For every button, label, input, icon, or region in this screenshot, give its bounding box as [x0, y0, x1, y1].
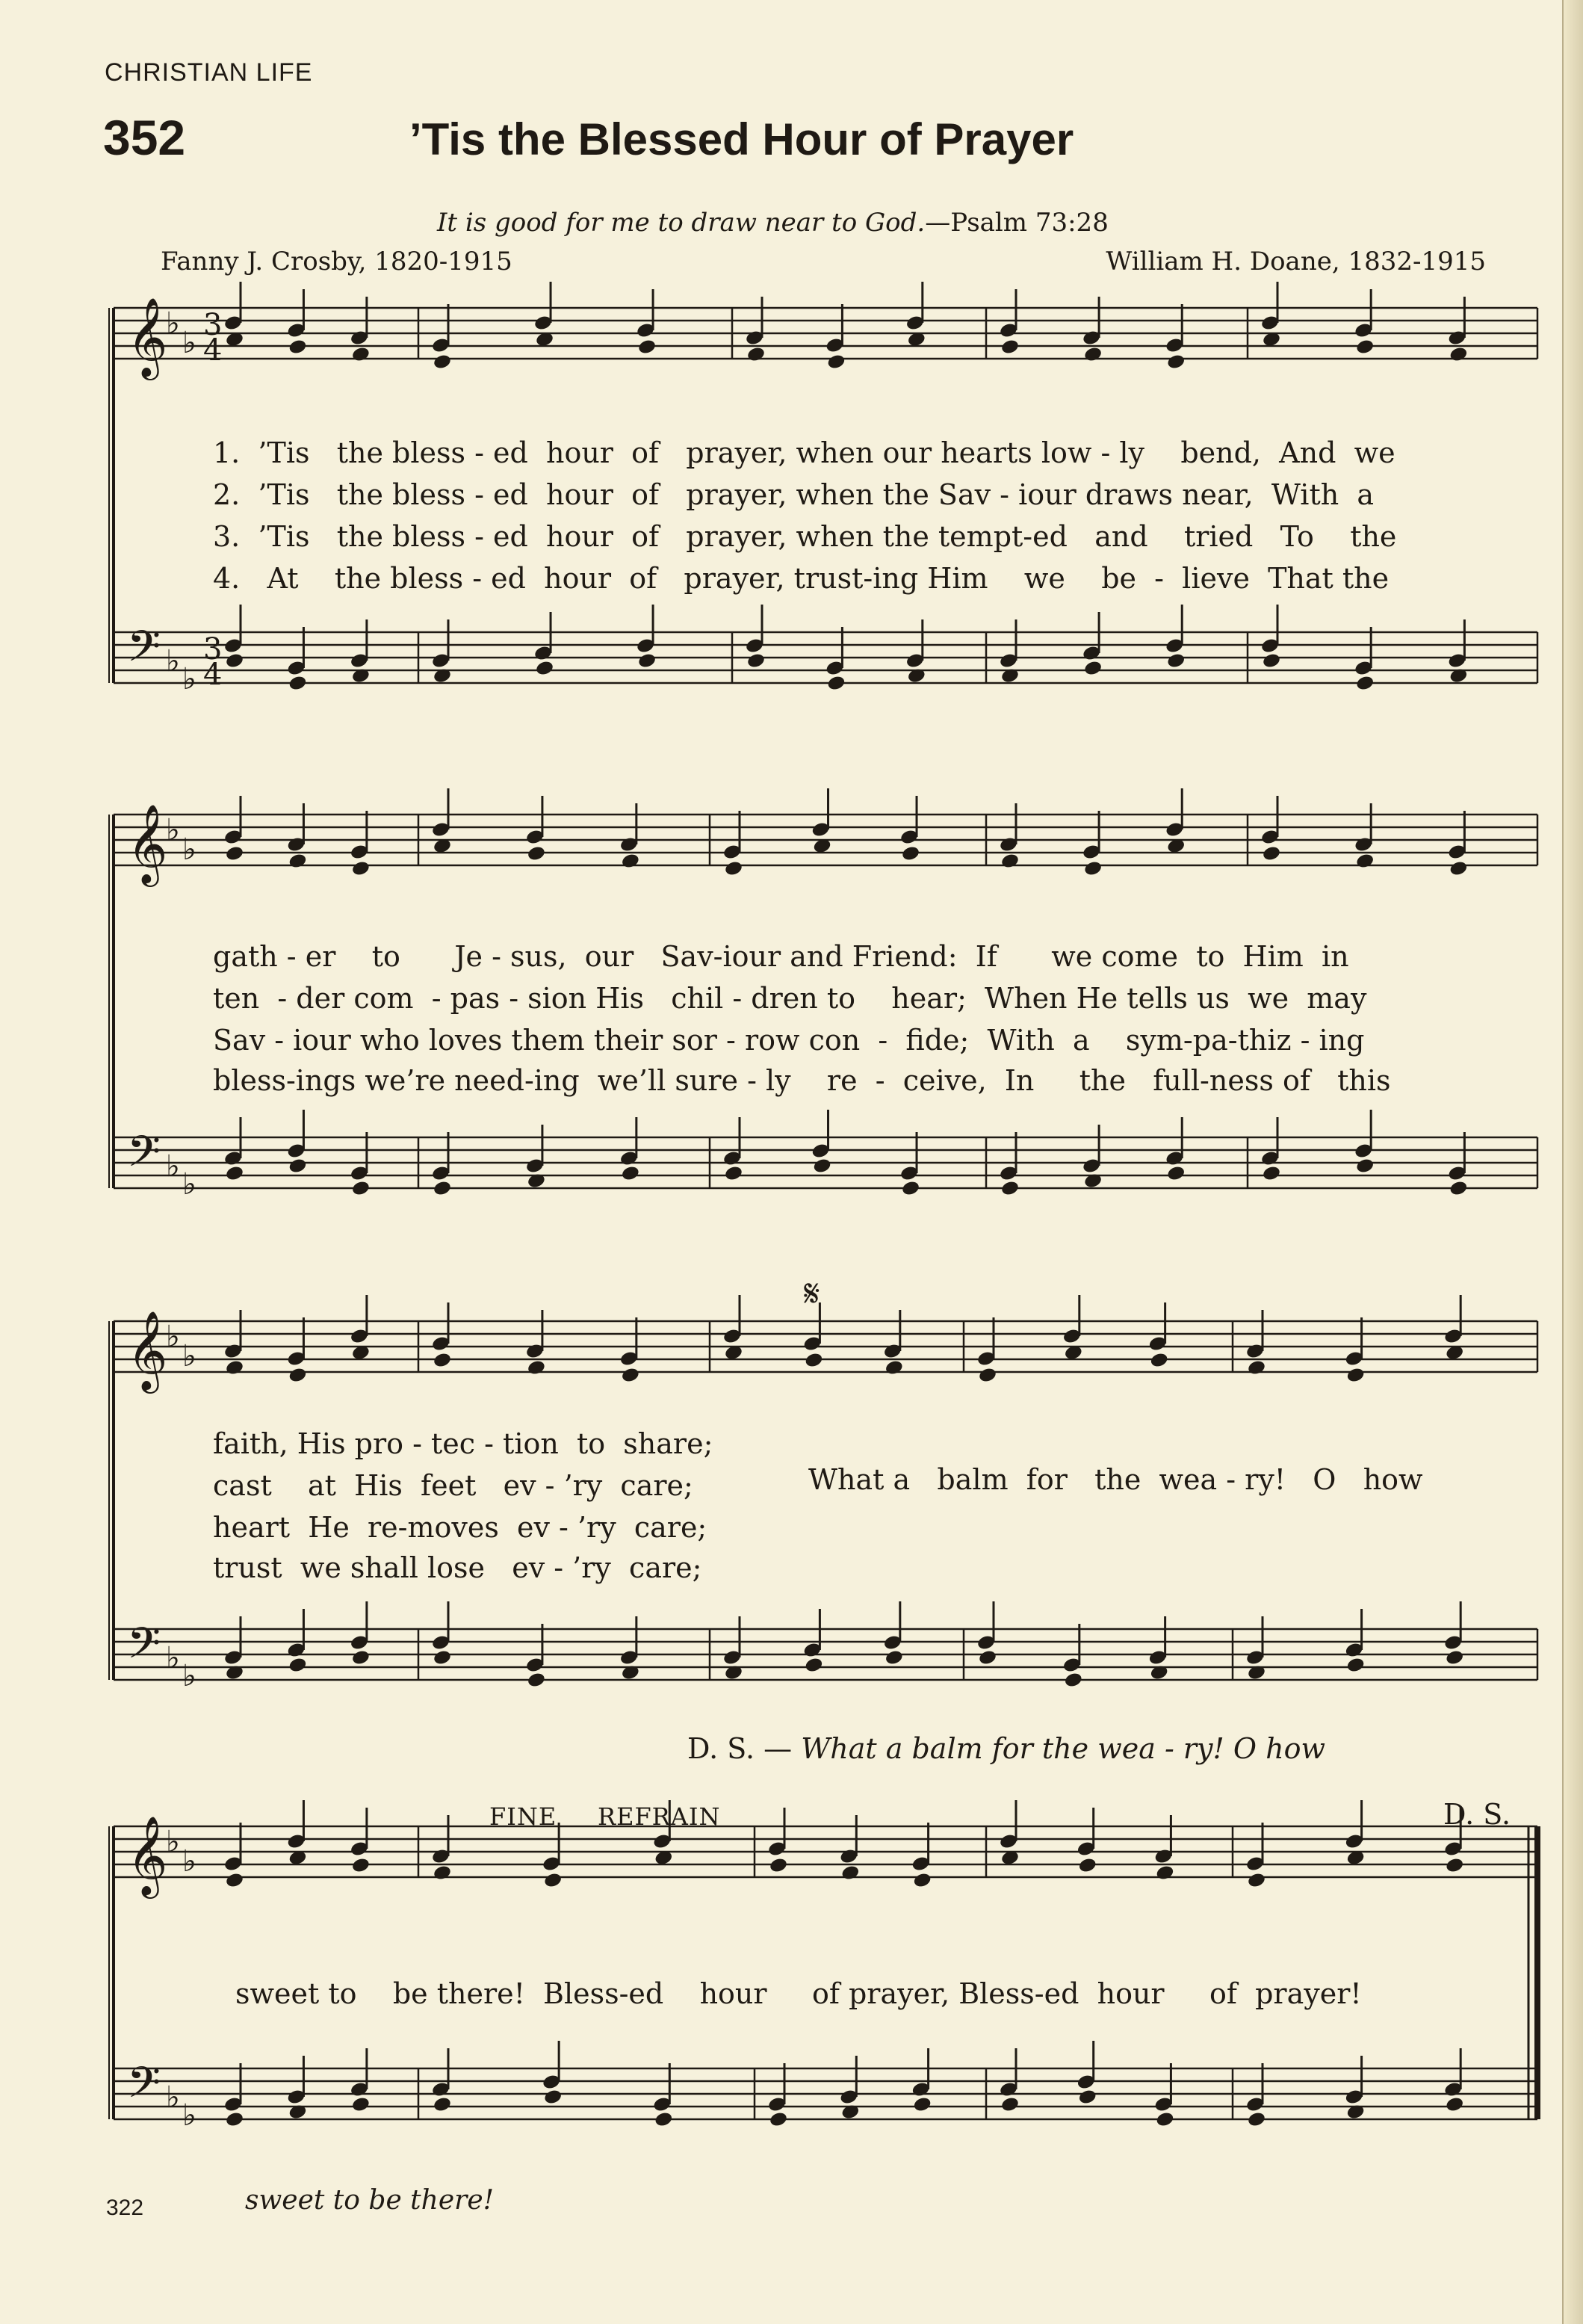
page-number: 322	[106, 2195, 144, 2220]
composer-credit: William H. Doane, 1832-1915	[1106, 247, 1486, 276]
verse-line-3-3: heart He re-moves ev - ’ry care;	[213, 1511, 707, 1544]
svg-text:𝄢: 𝄢	[127, 1126, 161, 1187]
svg-text:♭: ♭	[182, 1167, 196, 1202]
verse-line-2-3: Sav - iour who loves them their sor - row con - fide; With a sym-pa-thiz - ing	[213, 1024, 1365, 1057]
hymn-number: 352	[103, 110, 186, 165]
svg-text:𝄞: 𝄞	[127, 297, 168, 377]
svg-text:𝄞: 𝄞	[127, 803, 168, 883]
verse-line-3-1: faith, His pro - tec - tion to share;	[213, 1427, 713, 1460]
refrain-marker: REFRAIN	[598, 1802, 721, 1831]
svg-text:♭: ♭	[182, 1339, 196, 1373]
svg-text:𝄋: 𝄋	[804, 1272, 820, 1315]
svg-text:𝄞: 𝄞	[127, 1815, 168, 1895]
svg-text:♭: ♭	[182, 2098, 196, 2133]
svg-text:𝄞: 𝄞	[127, 1310, 168, 1390]
refrain-lyric: sweet to be there! Bless-ed hour of prayer, Bless-ed hour of prayer!	[235, 1977, 1362, 2010]
epigraph-text: It is good for me to draw near to God.	[437, 208, 926, 238]
hymn-title: ’Tis the Blessed Hour of Prayer	[409, 114, 1074, 164]
svg-text:♭: ♭	[182, 832, 196, 867]
note-heads	[223, 282, 1469, 2127]
svg-text:4: 4	[203, 658, 223, 692]
svg-text:♭: ♭	[166, 1320, 180, 1354]
verse-line-1-2: 2. ’Tis the bless - ed hour of prayer, when the Sav - iour draws near, With a	[213, 478, 1375, 511]
ds-label: D. S. —	[687, 1732, 793, 1765]
verse-line-2-1: gath - er to Je - sus, our Sav-iour and Friend: If we come to Him in	[213, 940, 1349, 973]
svg-text:♭: ♭	[166, 306, 180, 341]
svg-text:♭: ♭	[182, 326, 196, 360]
bottom-lyric: sweet to be there!	[245, 2185, 495, 2216]
svg-text:♭: ♭	[166, 1641, 180, 1675]
section-label: CHRISTIAN LIFE	[105, 58, 313, 87]
svg-text:𝄢: 𝄢	[127, 2057, 161, 2119]
svg-text:𝄢: 𝄢	[127, 1618, 161, 1679]
svg-text:3: 3	[203, 308, 223, 342]
svg-text:♭: ♭	[182, 1844, 196, 1879]
chorus-lyric: What a balm for the wea - ry! O how	[808, 1463, 1423, 1496]
verse-line-2-4: bless-ings we’re need-ing we’ll sure - ly re - ceive, In the full-ness of this	[213, 1064, 1391, 1097]
svg-text:♭: ♭	[182, 1659, 196, 1693]
svg-text:♭: ♭	[182, 662, 196, 696]
svg-text:3: 3	[203, 632, 223, 667]
svg-text:♭: ♭	[166, 2080, 180, 2115]
svg-text:4: 4	[203, 333, 223, 368]
fine-marker: FINE	[489, 1802, 557, 1831]
author-credit: Fanny J. Crosby, 1820-1915	[161, 247, 512, 276]
dal-segno-line	[687, 1732, 1325, 1765]
verse-line-3-2: cast at His feet ev - ’ry care;	[213, 1469, 693, 1502]
verse-line-3-4: trust we shall lose ev - ’ry care;	[213, 1551, 702, 1584]
svg-text:♭: ♭	[166, 813, 180, 847]
epigraph-reference: —Psalm 73:28	[925, 208, 1109, 238]
verse-line-2-2: ten - der com - pas - sion His chil - dren to hear; When He tells us we may	[213, 982, 1367, 1015]
svg-text:𝄢: 𝄢	[127, 621, 161, 682]
svg-text:♭: ♭	[166, 1149, 180, 1184]
svg-text:♭: ♭	[166, 1825, 180, 1859]
ds-text: What a balm for the wea - ry! O how	[801, 1732, 1325, 1765]
ds-marker: D. S.	[1443, 1798, 1511, 1831]
verse-line-1-3: 3. ’Tis the bless - ed hour of prayer, when the tempt-ed and tried To the	[213, 520, 1397, 553]
verse-line-1-1: 1. ’Tis the bless - ed hour of prayer, when our hearts low - ly bend, And we	[213, 436, 1395, 469]
svg-text:♭: ♭	[166, 644, 180, 679]
verse-line-1-4: 4. At the bless - ed hour of prayer, trust-ing Him we be - lieve That the	[213, 562, 1390, 595]
